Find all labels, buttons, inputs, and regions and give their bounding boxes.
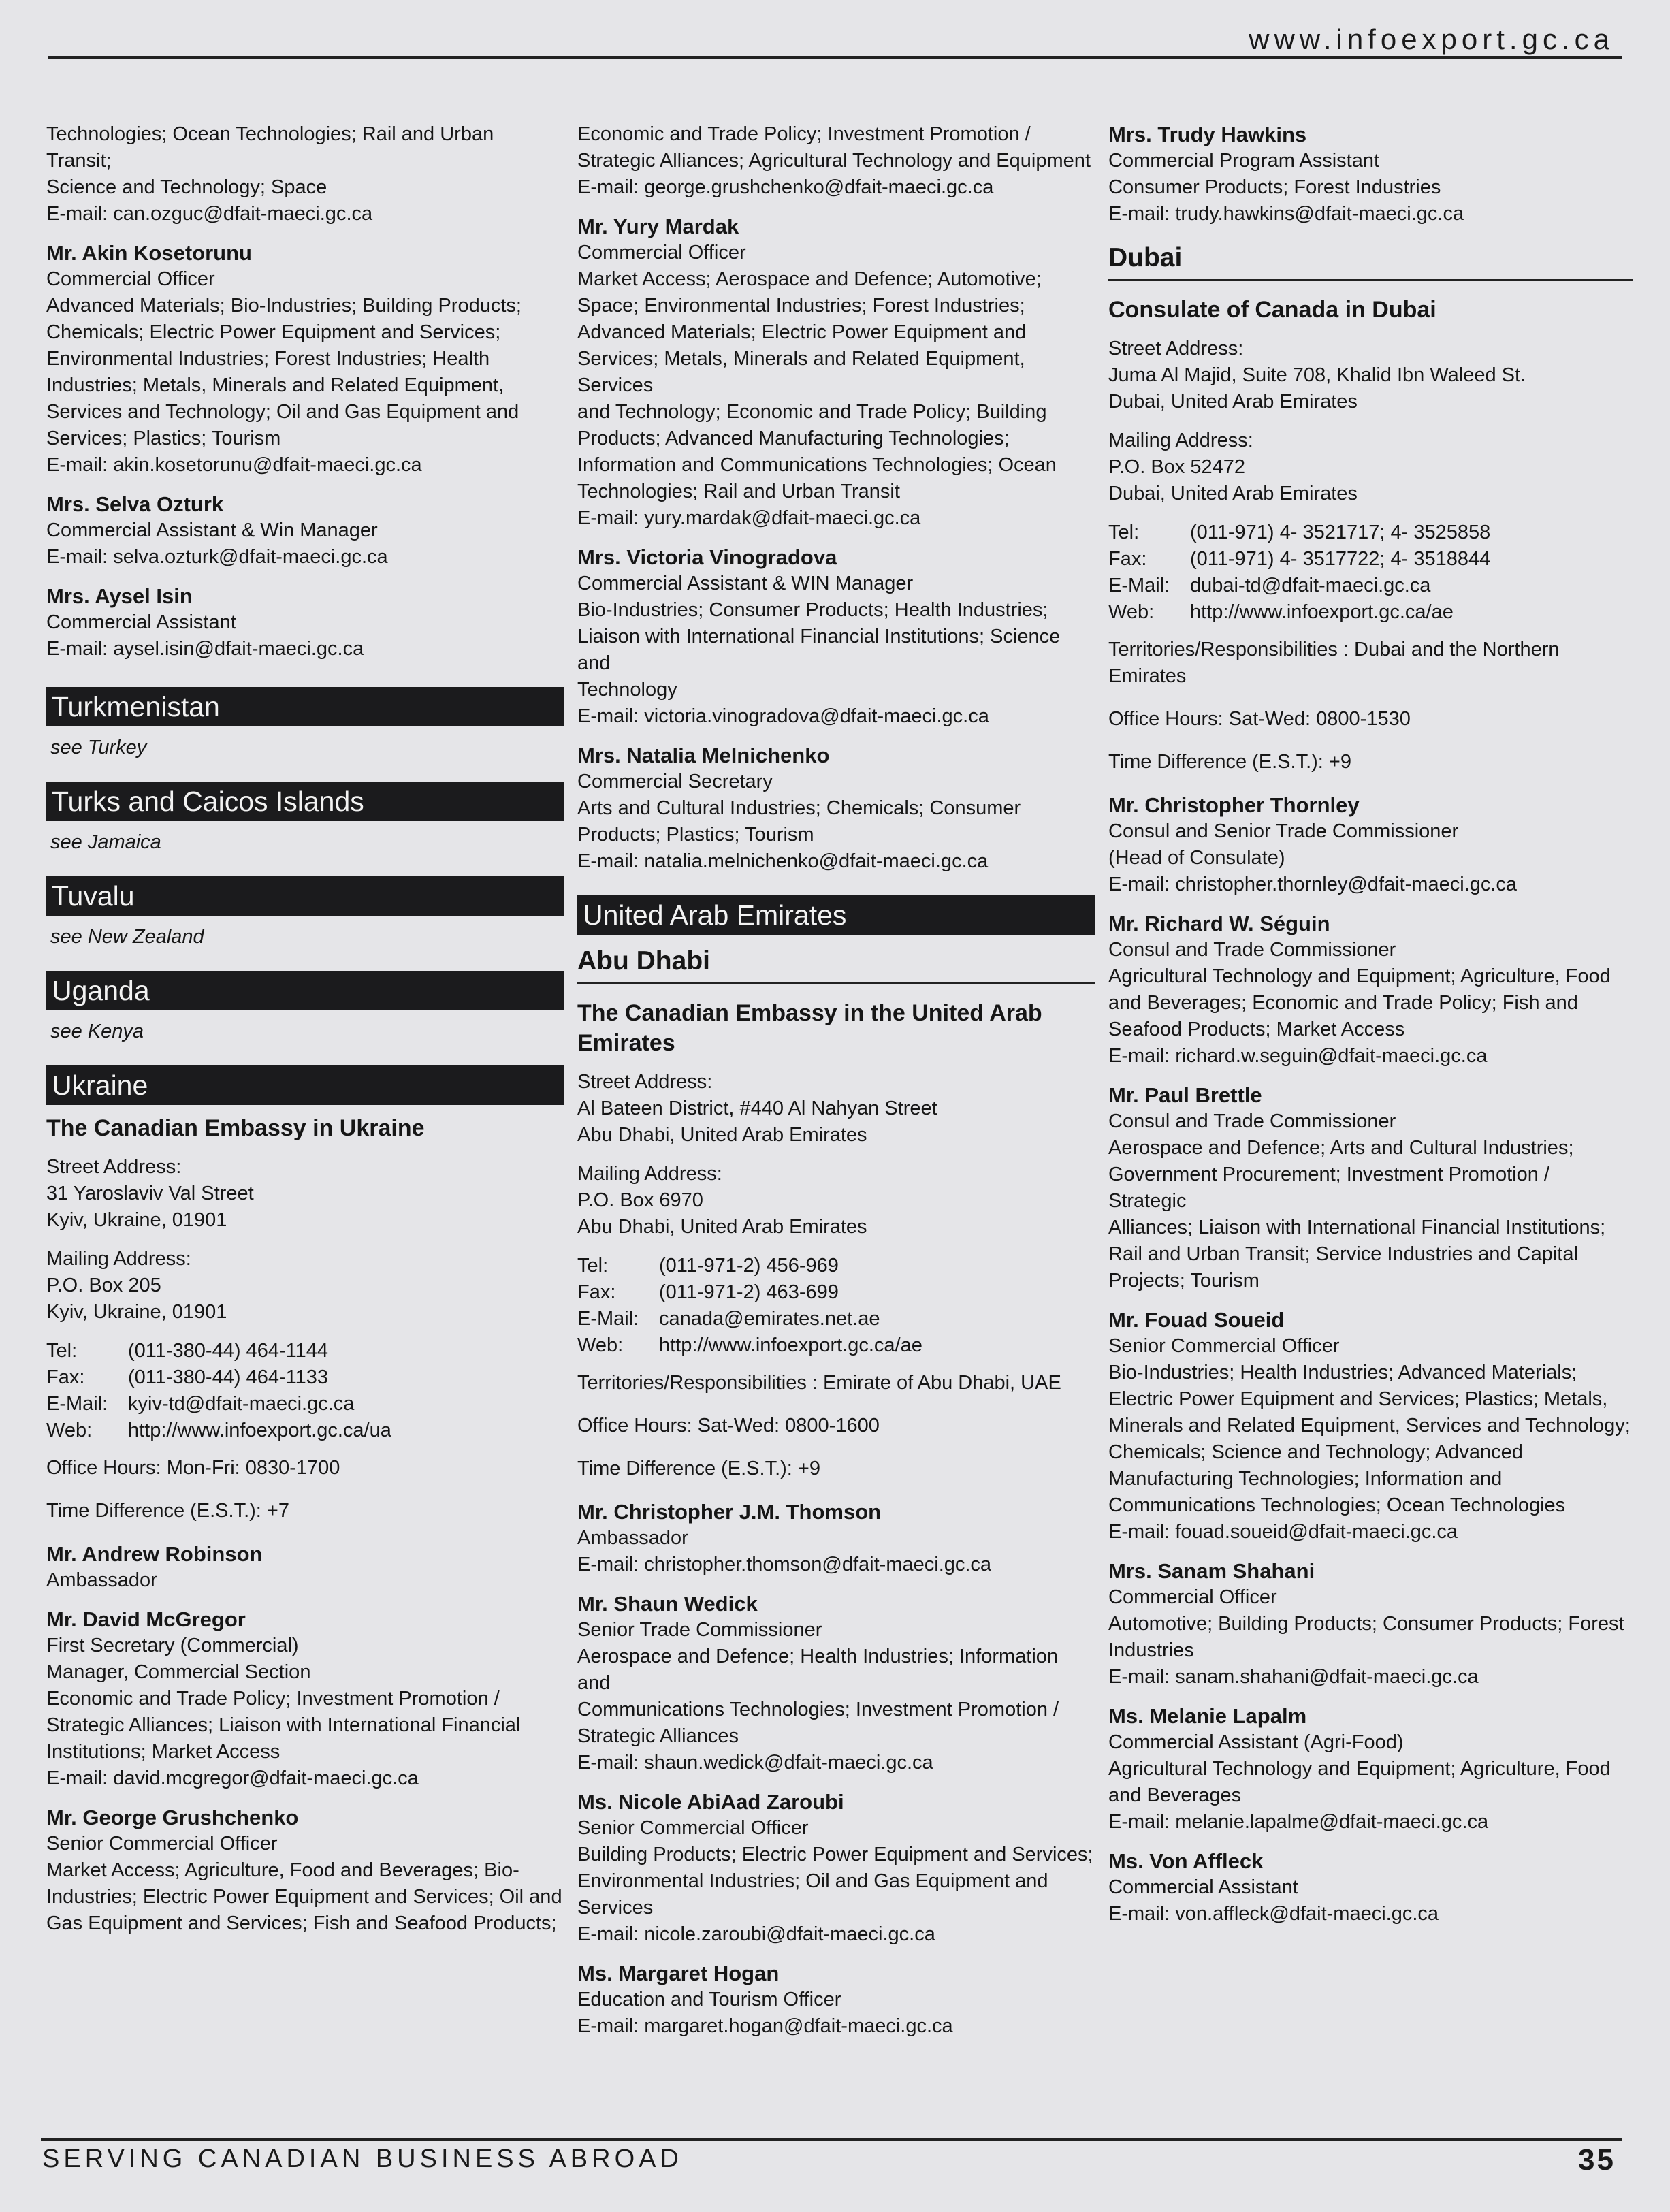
street-address <box>46 1154 564 1234</box>
contact-detail: Senior Trade Commissioner <box>577 1619 822 1641</box>
contact-detail: (Head of Consulate) <box>1108 847 1285 869</box>
continued-entry <box>577 121 1095 201</box>
contact-info-row <box>577 1253 1095 1279</box>
contact-detail: and Beverages <box>1108 1784 1242 1806</box>
contact-detail: Manager, Commercial Section <box>46 1661 311 1683</box>
contact-entry <box>46 240 564 479</box>
contact-detail: Strategic Alliances; Liaison with International Financial <box>46 1714 521 1736</box>
contact-detail: Market Access; Aerospace and Defence; Automotive; <box>577 268 1042 290</box>
contact-detail: E-mail: akin.kosetorunu@dfait-maeci.gc.ca <box>46 454 422 476</box>
contact-info-value: (011-971) 4- 3521717; 4- 3525858 <box>1190 522 1491 543</box>
contact-name: Mr. Fouad Soueid <box>1108 1308 1285 1332</box>
contact-detail: Industries; Metals, Minerals and Related Equipment, <box>46 374 504 396</box>
mailing-address <box>1108 428 1633 507</box>
text-line: P.O. Box 6970 <box>577 1189 703 1211</box>
contact-detail: Products; Plastics; Tourism <box>577 824 814 846</box>
contact-list <box>46 240 564 662</box>
contact-list <box>1108 121 1633 227</box>
contact-detail: E-mail: von.affleck@dfait-maeci.gc.ca <box>1108 1903 1439 1925</box>
contact-detail: Rail and Urban Transit; Service Industries and Capital <box>1108 1243 1578 1265</box>
contact-detail: Services; Plastics; Tourism <box>46 428 281 449</box>
contact-name: Ms. Nicole AbiAad Zaroubi <box>577 1790 844 1814</box>
contact-detail: Consul and Senior Trade Commissioner <box>1108 820 1459 842</box>
contact-info-value: (011-380-44) 464-1144 <box>128 1340 328 1362</box>
contact-detail: Commercial Secretary <box>577 771 773 792</box>
contact-detail: E-mail: aysel.isin@dfait-maeci.gc.ca <box>46 638 364 660</box>
text-line: Technologies; Ocean Technologies; Rail and Urban Transit; <box>46 123 494 172</box>
contact-detail: Automotive; Building Products; Consumer Products; Forest <box>1108 1613 1624 1635</box>
contact-name: Mrs. Natalia Melnichenko <box>577 743 830 767</box>
contact-info <box>577 1253 1095 1359</box>
see-reference: see Kenya <box>50 1021 144 1042</box>
contact-detail: E-mail: david.mcgregor@dfait-maeci.gc.ca <box>46 1767 419 1789</box>
contact-info-value: http://www.infoexport.gc.ca/ae <box>659 1334 922 1356</box>
region-heading-dubai: Dubai <box>1108 240 1633 281</box>
contact-detail: Arts and Cultural Industries; Chemicals; Consumer <box>577 797 1021 819</box>
contact-detail: Senior Commercial Officer <box>1108 1335 1340 1357</box>
contact-detail: Aerospace and Defence; Arts and Cultural Industries; <box>1108 1137 1574 1159</box>
contact-detail: Services and Technology; Oil and Gas Equipment and <box>46 401 519 423</box>
contact-name: Mrs. Victoria Vinogradova <box>577 545 837 569</box>
time-difference: Time Difference (E.S.T.): +7 <box>46 1500 289 1522</box>
contact-name: Mr. Christopher J.M. Thomson <box>577 1500 882 1524</box>
contact-info-label: Fax: <box>46 1366 85 1388</box>
contact-info-row <box>46 1417 564 1444</box>
contact-detail: E-mail: richard.w.seguin@dfait-maeci.gc.ca <box>1108 1045 1488 1067</box>
contact-detail: E-mail: yury.mardak@dfait-maeci.gc.ca <box>577 507 921 529</box>
contact-detail: Seafood Products; Market Access <box>1108 1019 1405 1040</box>
contact-info-value: (011-971-2) 456-969 <box>659 1255 839 1277</box>
contact-detail: E-mail: shaun.wedick@dfait-maeci.gc.ca <box>577 1752 933 1774</box>
contact-name: Mr. Christopher Thornley <box>1108 793 1360 817</box>
text-line: Abu Dhabi, United Arab Emirates <box>577 1216 867 1238</box>
contact-entry <box>577 213 1095 532</box>
contact-detail: Chemicals; Electric Power Equipment and Services; <box>46 321 501 343</box>
text-line: Street Address: <box>1108 338 1244 359</box>
text-line: Mailing Address: <box>1108 430 1253 451</box>
contact-detail: Strategic Alliances <box>577 1725 739 1747</box>
page-number: 35 <box>1578 2143 1616 2177</box>
contact-detail: Ambassador <box>577 1527 688 1549</box>
text-line: E-mail: can.ozguc@dfait-maeci.gc.ca <box>46 203 373 225</box>
contact-info-label: Tel: <box>46 1340 78 1362</box>
contact-detail: Industries; Electric Power Equipment and Services; Oil and <box>46 1886 562 1908</box>
mission-title: The Canadian Embassy in the United Arab Emirates <box>577 1000 1042 1056</box>
territories: Territories/Responsibilities : Dubai and the Northern Emirates <box>1108 639 1560 687</box>
text-line: E-mail: george.grushchenko@dfait-maeci.gc.ca <box>577 176 994 198</box>
contact-detail: Commercial Officer <box>46 268 215 290</box>
contact-detail: Consumer Products; Forest Industries <box>1108 176 1441 198</box>
contact-info-row <box>46 1364 564 1391</box>
contact-entry <box>1108 1703 1633 1836</box>
text-line: Economic and Trade Policy; Investment Promotion / <box>577 123 1031 145</box>
contact-detail: Gas Equipment and Services; Fish and Seafood Products; <box>46 1912 557 1934</box>
text-line: Al Bateen District, #440 Al Nahyan Street <box>577 1097 937 1119</box>
contact-name: Mr. George Grushchenko <box>46 1806 299 1829</box>
contact-detail: E-mail: christopher.thomson@dfait-maeci.gc.ca <box>577 1554 992 1575</box>
contact-name: Mr. Yury Mardak <box>577 214 739 238</box>
contact-name: Mr. David McGregor <box>46 1607 246 1631</box>
street-address <box>1108 336 1633 415</box>
contact-name: Mrs. Sanam Shahani <box>1108 1559 1315 1583</box>
contact-detail: Space; Environmental Industries; Forest Industries; <box>577 295 1025 317</box>
contact-detail: Commercial Assistant <box>1108 1876 1298 1898</box>
contact-detail: E-mail: trudy.hawkins@dfait-maeci.gc.ca <box>1108 203 1464 225</box>
contact-list <box>577 213 1095 875</box>
top-rule <box>48 56 1622 59</box>
contact-info-row <box>1108 599 1633 626</box>
contact-info-row <box>1108 573 1633 599</box>
contact-entry <box>46 583 564 662</box>
contact-entry <box>1108 121 1633 227</box>
text-line: Mailing Address: <box>46 1248 191 1270</box>
contact-detail: and Technology; Economic and Trade Policy; Building <box>577 401 1047 423</box>
text-line: P.O. Box 205 <box>46 1275 161 1296</box>
contact-name: Mr. Andrew Robinson <box>46 1542 263 1566</box>
contact-list <box>577 1498 1095 2040</box>
contact-detail: Consul and Trade Commissioner <box>1108 1110 1396 1132</box>
contact-info-label: E-Mail: <box>577 1308 639 1330</box>
contact-info-label: Tel: <box>1108 522 1140 543</box>
contact-info-value: http://www.infoexport.gc.ca/ae <box>1190 601 1454 623</box>
office-hours: Office Hours: Sat-Wed: 0800-1530 <box>1108 708 1411 730</box>
contact-detail: E-mail: natalia.melnichenko@dfait-maeci.gc.ca <box>577 850 989 872</box>
office-hours: Office Hours: Mon-Fri: 0830-1700 <box>46 1457 340 1479</box>
contact-detail: Institutions; Market Access <box>46 1741 280 1763</box>
cross-reference-list <box>46 687 564 1045</box>
text-line: Strategic Alliances; Agricultural Technology and Equipment <box>577 150 1091 172</box>
country-heading-uae: United Arab Emirates <box>577 895 1095 935</box>
text-line: Street Address: <box>577 1071 713 1093</box>
text-line: Street Address: <box>46 1156 182 1178</box>
contact-detail: Technologies; Rail and Urban Transit <box>577 481 900 502</box>
contact-detail: Senior Commercial Officer <box>46 1833 278 1855</box>
contact-detail: Commercial Officer <box>577 242 746 263</box>
country-heading: Turks and Caicos Islands <box>46 782 564 821</box>
contact-detail: Government Procurement; Investment Promotion / Strategic <box>1108 1164 1549 1212</box>
contact-name: Mr. Shaun Wedick <box>577 1592 758 1616</box>
contact-detail: Building Products; Electric Power Equipment and Services; <box>577 1844 1093 1865</box>
mailing-address <box>577 1161 1095 1240</box>
contact-info-row <box>1108 519 1633 546</box>
contact-detail: Environmental Industries; Oil and Gas Equipment and <box>577 1870 1048 1892</box>
contact-info-value: http://www.infoexport.gc.ca/ua <box>128 1420 391 1441</box>
contact-entry <box>46 1804 564 1937</box>
contact-info-value: kyiv-td@dfait-maeci.gc.ca <box>128 1393 355 1415</box>
text-line: Dubai, United Arab Emirates <box>1108 391 1358 413</box>
contact-detail: E-mail: victoria.vinogradova@dfait-maeci.gc.ca <box>577 705 989 727</box>
contact-info-row <box>46 1391 564 1417</box>
contact-info-row <box>577 1306 1095 1332</box>
mission-title: The Canadian Embassy in Ukraine <box>46 1115 425 1141</box>
contact-detail: Manufacturing Technologies; Information and <box>1108 1468 1503 1490</box>
header-url: www.infoexport.gc.ca <box>1249 23 1614 55</box>
contact-detail: Industries <box>1108 1639 1194 1661</box>
mailing-address <box>46 1246 564 1326</box>
text-line: Science and Technology; Space <box>46 176 327 198</box>
contact-entry <box>1108 1558 1633 1690</box>
text-line: Kyiv, Ukraine, 01901 <box>46 1301 227 1323</box>
contact-entry <box>577 742 1095 875</box>
contact-detail: Chemicals; Science and Technology; Advanced <box>1108 1441 1523 1463</box>
contact-entry <box>1108 792 1633 898</box>
column-1 <box>46 121 564 1949</box>
contact-detail: Products; Advanced Manufacturing Technologies; <box>577 428 1010 449</box>
contact-entry <box>46 491 564 571</box>
contact-info-label: E-Mail: <box>1108 575 1170 596</box>
contact-detail: E-mail: melanie.lapalme@dfait-maeci.gc.ca <box>1108 1811 1489 1833</box>
territories: Territories/Responsibilities : Emirate of Abu Dhabi, UAE <box>577 1372 1061 1394</box>
contact-detail: Commercial Assistant & Win Manager <box>46 519 378 541</box>
see-reference: see Jamaica <box>50 831 161 853</box>
text-line: Juma Al Majid, Suite 708, Khalid Ibn Waleed St. <box>1108 364 1526 386</box>
contact-detail: Market Access; Agriculture, Food and Beverages; Bio- <box>46 1859 519 1881</box>
contact-list <box>1108 792 1633 1927</box>
contact-detail: Bio-Industries; Consumer Products; Health Industries; <box>577 599 1048 621</box>
contact-detail: Aerospace and Defence; Health Industries; Information and <box>577 1646 1059 1694</box>
contact-detail: Liaison with International Financial Institutions; Science and <box>577 626 1061 674</box>
contact-detail: E-mail: fouad.soueid@dfait-maeci.gc.ca <box>1108 1521 1458 1543</box>
contact-info-value: (011-971-2) 463-699 <box>659 1281 839 1303</box>
contact-list <box>46 1541 564 1937</box>
contact-entry <box>577 1960 1095 2040</box>
contact-detail: E-mail: sanam.shahani@dfait-maeci.gc.ca <box>1108 1666 1479 1688</box>
contact-info-label: Fax: <box>1108 548 1147 570</box>
time-difference: Time Difference (E.S.T.): +9 <box>577 1458 820 1479</box>
contact-info-row <box>577 1332 1095 1359</box>
contact-info-label: Web: <box>46 1420 93 1441</box>
text-line: Abu Dhabi, United Arab Emirates <box>577 1124 867 1146</box>
contact-detail: Electric Power Equipment and Services; Plastics; Metals, <box>1108 1388 1608 1410</box>
see-reference: see New Zealand <box>50 926 204 948</box>
contact-detail: Education and Tourism Officer <box>577 1989 841 2010</box>
contact-detail: Advanced Materials; Bio-Industries; Building Products; <box>46 295 521 317</box>
country-heading-ukraine: Ukraine <box>46 1065 564 1105</box>
see-reference: see Turkey <box>50 737 147 758</box>
contact-detail: and Beverages; Economic and Trade Policy; Fish and <box>1108 992 1578 1014</box>
contact-name: Ms. Von Affleck <box>1108 1849 1264 1873</box>
contact-detail: E-mail: nicole.zaroubi@dfait-maeci.gc.ca <box>577 1923 935 1945</box>
contact-name: Mrs. Aysel Isin <box>46 584 193 608</box>
text-line: Mailing Address: <box>577 1163 722 1185</box>
contact-info-row <box>46 1338 564 1364</box>
contact-detail: Communications Technologies; Ocean Technologies <box>1108 1494 1566 1516</box>
contact-detail: Alliances; Liaison with International Financial Institutions; <box>1108 1217 1606 1238</box>
contact-detail: E-mail: margaret.hogan@dfait-maeci.gc.ca <box>577 2015 953 2037</box>
contact-entry <box>577 544 1095 730</box>
contact-name: Mr. Richard W. Séguin <box>1108 912 1330 935</box>
office-hours: Office Hours: Sat-Wed: 0800-1600 <box>577 1415 880 1437</box>
contact-entry <box>46 1541 564 1594</box>
contact-entry <box>577 1789 1095 1948</box>
contact-detail: Economic and Trade Policy; Investment Promotion / <box>46 1688 500 1710</box>
contact-detail: Senior Commercial Officer <box>577 1817 809 1839</box>
contact-info <box>1108 519 1633 626</box>
contact-detail: Information and Communications Technologies; Ocean <box>577 454 1057 476</box>
contact-info-row <box>577 1279 1095 1306</box>
contact-detail: Services; Metals, Minerals and Related Equipment, Services <box>577 348 1025 396</box>
contact-info <box>46 1338 564 1444</box>
contact-detail: Ambassador <box>46 1569 157 1591</box>
contact-info-label: E-Mail: <box>46 1393 108 1415</box>
text-line: Kyiv, Ukraine, 01901 <box>46 1209 227 1231</box>
contact-info-value: (011-971) 4- 3517722; 4- 3518844 <box>1190 548 1491 570</box>
country-heading: Tuvalu <box>46 876 564 916</box>
contact-info-label: Web: <box>577 1334 624 1356</box>
footer-title: SERVING CANADIAN BUSINESS ABROAD <box>42 2145 683 2173</box>
contact-detail: Bio-Industries; Health Industries; Advanced Materials; <box>1108 1362 1577 1383</box>
country-heading: Turkmenistan <box>46 687 564 726</box>
column-3 <box>1108 121 1633 1940</box>
text-line: Dubai, United Arab Emirates <box>1108 483 1358 504</box>
region-heading-abu-dhabi: Abu Dhabi <box>577 943 1095 984</box>
contact-detail: Commercial Assistant <box>46 611 236 633</box>
contact-detail: Environmental Industries; Forest Industries; Health <box>46 348 490 370</box>
contact-detail: Commercial Officer <box>1108 1586 1277 1608</box>
contact-info-label: Web: <box>1108 601 1155 623</box>
contact-name: Ms. Margaret Hogan <box>577 1961 780 1985</box>
contact-detail: E-mail: selva.ozturk@dfait-maeci.gc.ca <box>46 546 388 568</box>
contact-detail: E-mail: christopher.thornley@dfait-maeci.gc.ca <box>1108 873 1518 895</box>
contact-name: Mrs. Selva Ozturk <box>46 492 224 516</box>
contact-entry <box>46 1606 564 1792</box>
contact-name: Ms. Melanie Lapalm <box>1108 1704 1307 1728</box>
contact-info-label: Fax: <box>577 1281 616 1303</box>
contact-detail: Projects; Tourism <box>1108 1270 1259 1292</box>
contact-detail: Minerals and Related Equipment, Services and Technology; <box>1108 1415 1631 1437</box>
contact-info-value: (011-380-44) 464-1133 <box>128 1366 328 1388</box>
column-2 <box>577 121 1095 2052</box>
contact-detail: Advanced Materials; Electric Power Equipment and <box>577 321 1027 343</box>
contact-entry <box>1108 1307 1633 1545</box>
contact-detail: Communications Technologies; Investment Promotion / <box>577 1699 1059 1720</box>
contact-detail: Services <box>577 1897 654 1919</box>
text-line: P.O. Box 52472 <box>1108 456 1246 478</box>
contact-detail: Commercial Assistant (Agri-Food) <box>1108 1731 1404 1753</box>
contact-name: Mr. Paul Brettle <box>1108 1083 1262 1107</box>
country-heading: Uganda <box>46 971 564 1010</box>
contact-detail: Technology <box>577 679 677 701</box>
time-difference: Time Difference (E.S.T.): +9 <box>1108 751 1351 773</box>
contact-entry <box>1108 910 1633 1070</box>
mission-title: Consulate of Canada in Dubai <box>1108 297 1436 323</box>
text-line: 31 Yaroslaviv Val Street <box>46 1183 254 1204</box>
contact-detail: Commercial Assistant & WIN Manager <box>577 573 914 594</box>
contact-info-row <box>1108 546 1633 573</box>
contact-entry <box>1108 1848 1633 1927</box>
contact-detail: Agricultural Technology and Equipment; Agriculture, Food <box>1108 1758 1611 1780</box>
contact-detail: First Secretary (Commercial) <box>46 1635 299 1656</box>
contact-detail: Consul and Trade Commissioner <box>1108 939 1396 961</box>
contact-info-value: dubai-td@dfait-maeci.gc.ca <box>1190 575 1431 596</box>
contact-name: Mrs. Trudy Hawkins <box>1108 123 1307 146</box>
contact-entry <box>577 1498 1095 1578</box>
bottom-rule <box>41 2138 1622 2141</box>
contact-detail: Agricultural Technology and Equipment; Agriculture, Food <box>1108 965 1611 987</box>
continued-entry <box>46 121 564 227</box>
contact-name: Mr. Akin Kosetorunu <box>46 241 252 265</box>
contact-entry <box>577 1590 1095 1776</box>
contact-entry <box>1108 1082 1633 1294</box>
contact-info-label: Tel: <box>577 1255 609 1277</box>
street-address <box>577 1069 1095 1149</box>
contact-info-value: canada@emirates.net.ae <box>659 1308 880 1330</box>
contact-detail: Commercial Program Assistant <box>1108 150 1380 172</box>
